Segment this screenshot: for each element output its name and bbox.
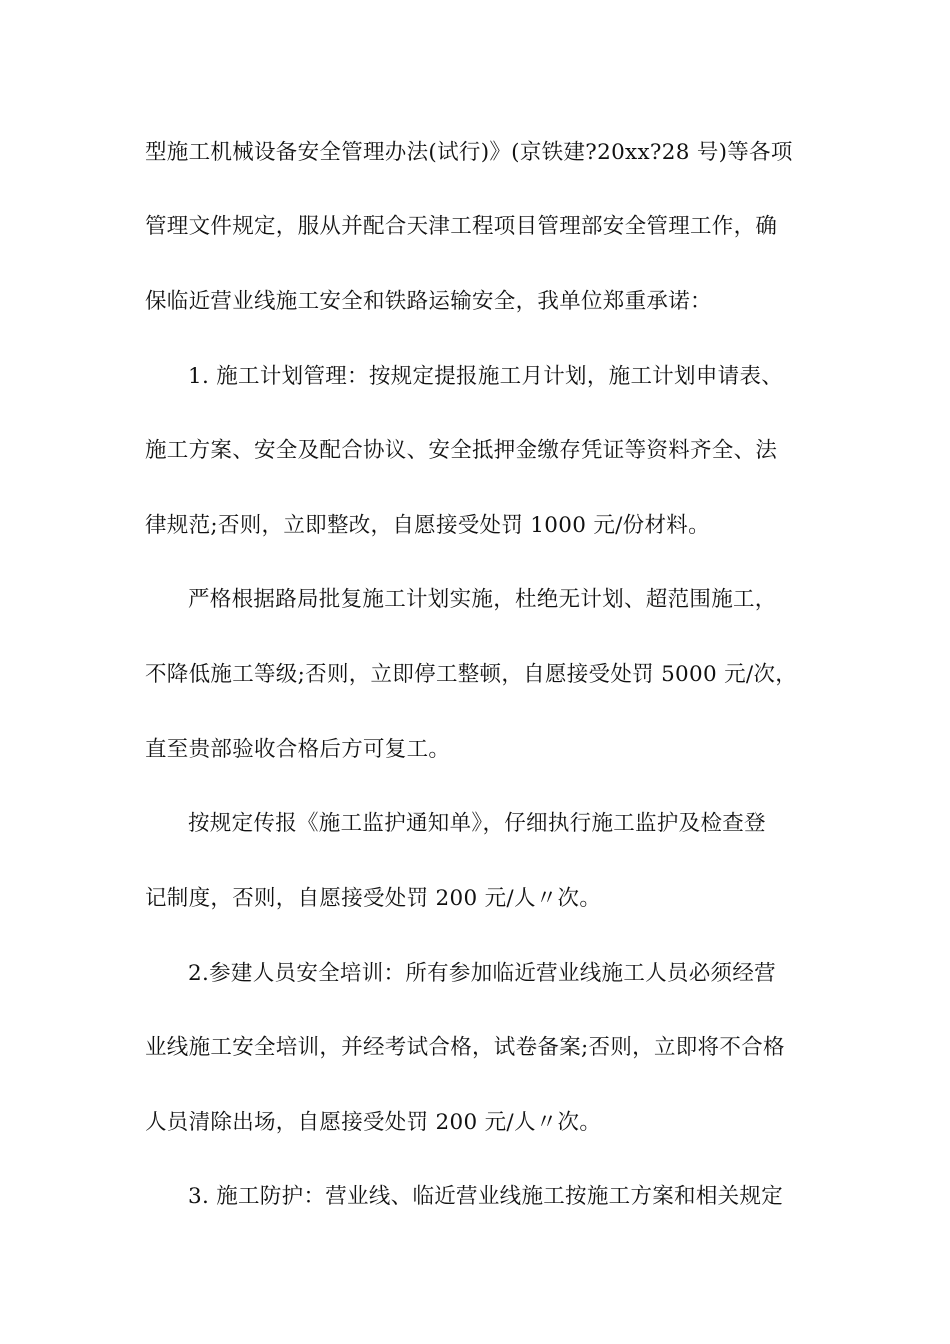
text-line-12: 2.参建人员安全培训：所有参加临近营业线施工人员必须经营	[188, 961, 776, 986]
text-line-4: 1. 施工计划管理：按规定提报施工月计划，施工计划申请表、	[188, 364, 784, 389]
text-line-1: 型施工机械设备安全管理办法(试行)》(京铁建?20xx?28 号)等各项	[145, 140, 793, 165]
text-line-14: 人员清除出场，自愿接受处罚 200 元/人〃次。	[145, 1110, 602, 1135]
text-line-7: 严格根据路局批复施工计划实施，杜绝无计划、超范围施工，	[188, 587, 777, 612]
text-line-3: 保临近营业线施工安全和铁路运输安全，我单位郑重承诺：	[145, 289, 712, 314]
text-line-6: 律规范;否则，立即整改，自愿接受处罚 1000 元/份材料。	[145, 513, 710, 538]
text-line-13: 业线施工安全培训，并经考试合格，试卷备案;否则，立即将不合格	[145, 1035, 785, 1060]
text-line-2: 管理文件规定，服从并配合天津工程项目管理部安全管理工作，确	[145, 214, 778, 239]
text-line-15: 3. 施工防护：营业线、临近营业线施工按施工方案和相关规定	[188, 1184, 784, 1209]
text-line-5: 施工方案、安全及配合协议、安全抵押金缴存凭证等资料齐全、法	[145, 438, 778, 463]
text-line-9: 直至贵部验收合格后方可复工。	[145, 737, 451, 762]
text-line-11: 记制度，否则，自愿接受处罚 200 元/人〃次。	[145, 886, 602, 911]
text-line-10: 按规定传报《施工监护通知单》，仔细执行施工监护及检查登	[188, 811, 766, 836]
text-line-8: 不降低施工等级;否则，立即停工整顿，自愿接受处罚 5000 元/次，	[145, 662, 798, 687]
